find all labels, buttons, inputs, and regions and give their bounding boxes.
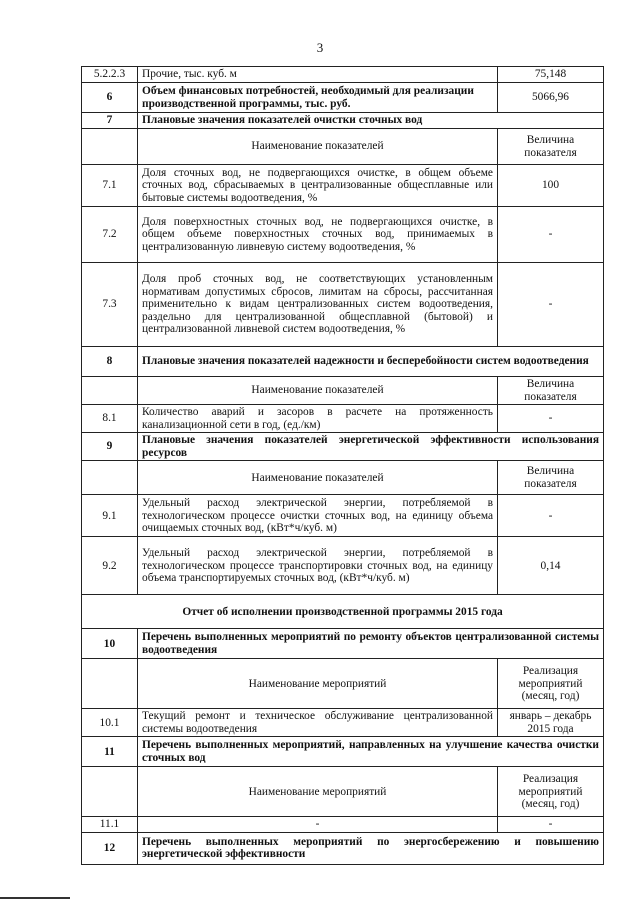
- header-row: [82, 767, 604, 817]
- row-label: Удельный расход электрической энергии, потребляемой в технологическом процессе транспортировки сточных вод, на единицу объема транспортируемых сточных вод, (кВт*ч/куб. м): [138, 537, 498, 595]
- row-number: 7.2: [82, 207, 138, 263]
- row-label: -: [138, 817, 498, 833]
- section-number: 11: [82, 737, 138, 767]
- production-program-table: [81, 66, 604, 865]
- column-header-value: Величина показателя: [498, 461, 604, 495]
- row-value: 75,148: [498, 67, 604, 83]
- table-row: [82, 495, 604, 537]
- empty-cell: [82, 461, 138, 495]
- row-value: -: [498, 263, 604, 347]
- row-label: Количество аварий и засоров в расчете на протяженность канализационной сети в год, (ед./км): [138, 405, 498, 433]
- table-row: [82, 405, 604, 433]
- section-title: Перечень выполненных мероприятий, направленных на улучшение качества очистки сточных вод: [138, 737, 604, 767]
- section-number: 8: [82, 347, 138, 377]
- table-row: [82, 165, 604, 207]
- row-label: Текущий ремонт и техническое обслуживание централизованной системы водоотведения: [138, 709, 498, 737]
- section-number: 12: [82, 832, 138, 864]
- row-label: Доля сточных вод, не подвергающихся очистке, в общем объеме сточных вод, сбрасываемых в централизованные общесплавные или бытовые системы водоотведения, %: [138, 165, 498, 207]
- empty-cell: [82, 767, 138, 817]
- column-header-indicator: Наименование показателей: [138, 461, 498, 495]
- row-number: 11.1: [82, 817, 138, 833]
- section-row: [82, 113, 604, 129]
- section-row: [82, 347, 604, 377]
- table-row: [82, 67, 604, 83]
- row-value: -: [498, 495, 604, 537]
- footer-divider: [0, 897, 70, 899]
- row-label: Доля поверхностных сточных вод, не подвергающихся очистке, в общем объеме поверхностных сточных вод, принимаемых в централизованную ливневую систему водоотведения, %: [138, 207, 498, 263]
- empty-cell: [82, 377, 138, 405]
- table-row: [82, 537, 604, 595]
- section-row: [82, 433, 604, 461]
- page-number: 3: [316, 40, 324, 55]
- table-row: [82, 207, 604, 263]
- empty-cell: [82, 129, 138, 165]
- column-header-activity: Наименование мероприятий: [138, 659, 498, 709]
- section-title: Перечень выполненных мероприятий по ремонту объектов централизованной системы водоотведения: [138, 629, 604, 659]
- column-header-indicator: Наименование показателей: [138, 129, 498, 165]
- row-value: -: [498, 817, 604, 833]
- row-number: 6: [82, 83, 138, 113]
- report-title: Отчет об исполнении производственной программы 2015 года: [82, 595, 604, 629]
- column-header-activity: Наименование мероприятий: [138, 767, 498, 817]
- section-row: [82, 832, 604, 864]
- section-number: 9: [82, 433, 138, 461]
- row-label: Удельный расход электрической энергии, потребляемой в технологическом процессе очистки сточных вод, на единицу объема очищаемых сточных вод, (кВт*ч/куб. м): [138, 495, 498, 537]
- row-label: Объем финансовых потребностей, необходимый для реализации производственной программы, тыс. руб.: [138, 83, 498, 113]
- section-title: Перечень выполненных мероприятий по энергосбережению и повышению энергетической эффективности: [138, 832, 604, 864]
- section-number: 10: [82, 629, 138, 659]
- row-number: 8.1: [82, 405, 138, 433]
- section-row: [82, 737, 604, 767]
- table-row: [82, 709, 604, 737]
- column-header-value: Величина показателя: [498, 129, 604, 165]
- header-row: [82, 461, 604, 495]
- row-number: 7.1: [82, 165, 138, 207]
- row-value: 5066,96: [498, 83, 604, 113]
- empty-cell: [82, 659, 138, 709]
- column-header-realization: Реализация мероприятий (месяц, год): [498, 767, 604, 817]
- row-number: 9.1: [82, 495, 138, 537]
- table-row: [82, 83, 604, 113]
- column-header-realization: Реализация мероприятий (месяц, год): [498, 659, 604, 709]
- row-value: -: [498, 405, 604, 433]
- header-row: [82, 659, 604, 709]
- table-row: [82, 263, 604, 347]
- row-value: 0,14: [498, 537, 604, 595]
- row-number: 7.3: [82, 263, 138, 347]
- report-title-row: [82, 595, 604, 629]
- section-number: 7: [82, 113, 138, 129]
- row-value: -: [498, 207, 604, 263]
- section-title: Плановые значения показателей надежности и бесперебойности систем водоотведения: [138, 347, 604, 377]
- section-title: Плановые значения показателей энергетической эффективности использования ресурсов: [138, 433, 604, 461]
- row-label: Доля проб сточных вод, не соответствующих установленным нормативам допустимых сбросов, лимитам на сбросы, рассчитанная применительно к видам централизованных систем водоотведения, раздельно для централизованной общесплавной (бытовой) и централизованной ливневой систем водоотведения, %: [138, 263, 498, 347]
- table-row: [82, 817, 604, 833]
- header-row: [82, 377, 604, 405]
- row-number: 5.2.2.3: [82, 67, 138, 83]
- row-number: 9.2: [82, 537, 138, 595]
- column-header-indicator: Наименование показателей: [138, 377, 498, 405]
- row-value: 100: [498, 165, 604, 207]
- row-number: 10.1: [82, 709, 138, 737]
- section-row: [82, 629, 604, 659]
- row-value: январь – декабрь 2015 года: [498, 709, 604, 737]
- header-row: [82, 129, 604, 165]
- column-header-value: Величина показателя: [498, 377, 604, 405]
- row-label: Прочие, тыс. куб. м: [138, 67, 498, 83]
- section-title: Плановые значения показателей очистки сточных вод: [138, 113, 604, 129]
